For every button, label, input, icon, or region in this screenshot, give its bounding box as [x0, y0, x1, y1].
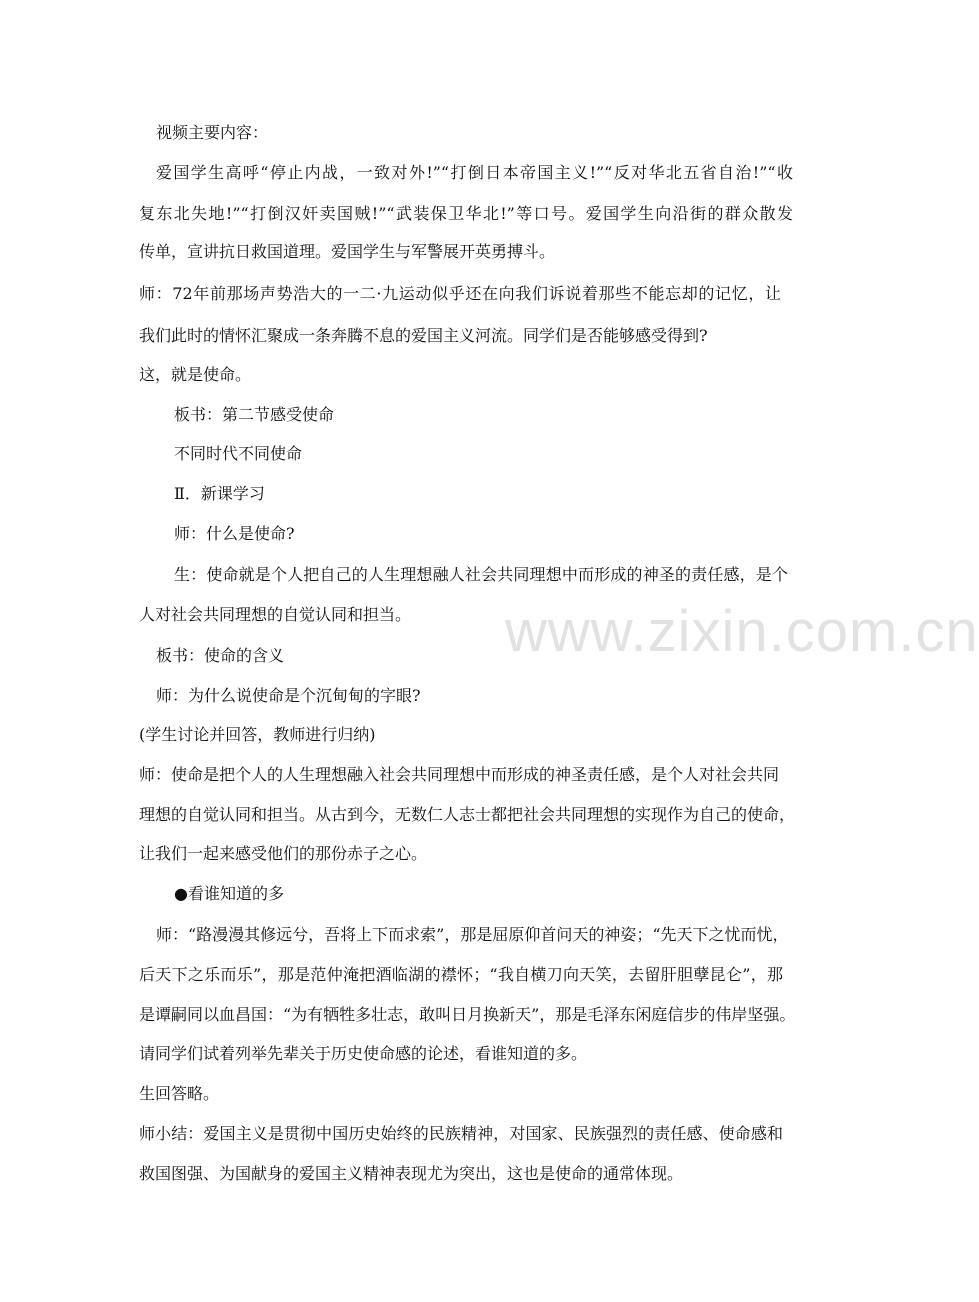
text-line: 不同时代不同使命 — [174, 444, 303, 463]
text-line: 传单，宣讲抗日救国道理。爱国学生与军警展开英勇搏斗。 — [139, 242, 556, 261]
section-heading: Ⅱ．新课学习 — [174, 484, 265, 503]
text-line: 生回答略。 — [139, 1084, 220, 1103]
text-line: 师：什么是使命? — [174, 524, 295, 543]
text-line: 爱国学生高呼“停止内战，一致对外!”“打倒日本帝国主义!”“反对华北五省自治!”“收 — [156, 163, 793, 182]
text-line: 板书：使命的含义 — [156, 646, 285, 665]
text-line: 请同学们试着列举先辈关于历史使命感的论述，看谁知道的多。 — [139, 1044, 588, 1063]
text-line: 救国图强、为国献身的爱国主义精神表现尤为突出，这也是使命的通常体现。 — [139, 1164, 684, 1183]
text-line: 后天下之乐而乐”，那是范仲淹把酒临湖的襟怀；“我自横刀向天笑，去留肝胆孽昆仑”，那 — [139, 965, 783, 984]
text-line: 让我们一起来感受他们的那份赤子之心。 — [139, 844, 428, 863]
text-line: 是谭嗣同以血昌国：“为有牺牲多壮志，敢叫日月换新天”，那是毛泽东闲庭信步的伟岸坚强。 — [139, 1005, 796, 1024]
text-line: 复东北失地!”“打倒汉奸卖国贼!”“武装保卫华北!”等口号。爱国学生向沿街的群众散发 — [139, 204, 793, 223]
watermark: www.zixin.com.cn — [505, 599, 979, 664]
text-line: 师：72年前那场声势浩大的一二·九运动似乎还在向我们诉说着那些不能忘却的记忆，让 — [139, 284, 781, 303]
text-line: 这，就是使命。 — [139, 365, 252, 384]
text-line: 师：使命是把个人的人生理想融入社会共同理想中而形成的神圣责任感，是个人对社会共同 — [139, 765, 780, 784]
text-line: 师：“路漫漫其修远兮，吾将上下而求索”，那是屈原仰首问天的神姿；“先天下之忧而忧， — [156, 925, 789, 944]
text-line: 理想的自觉认同和担当。从古到今，无数仁人志士都把社会共同理想的实现作为自己的使命， — [139, 805, 796, 824]
text-line: 生：使命就是个人把自己的人生理想融人社会共同理想中而形成的神圣的责任感，是个 — [174, 565, 788, 584]
bullet-heading: ●看谁知道的多 — [174, 884, 284, 903]
text-line: 人对社会共同理想的自觉认同和担当。 — [139, 605, 412, 624]
text-line: (学生讨论并回答，教师进行归纳) — [139, 725, 376, 744]
text-line: 师：为什么说使命是个沉甸甸的字眼? — [156, 686, 421, 705]
text-line: 师小结：爱国主义是贯彻中国历史始终的民族精神，对国家、民族强烈的责任感、使命感和 — [139, 1124, 783, 1143]
text-line: 视频主要内容： — [156, 123, 269, 142]
text-line: 我们此时的情怀汇聚成一条奔腾不息的爱国主义河流。同学们是否能够感受得到? — [139, 326, 708, 345]
text-line: 板书：第二节感受使命 — [174, 405, 335, 424]
